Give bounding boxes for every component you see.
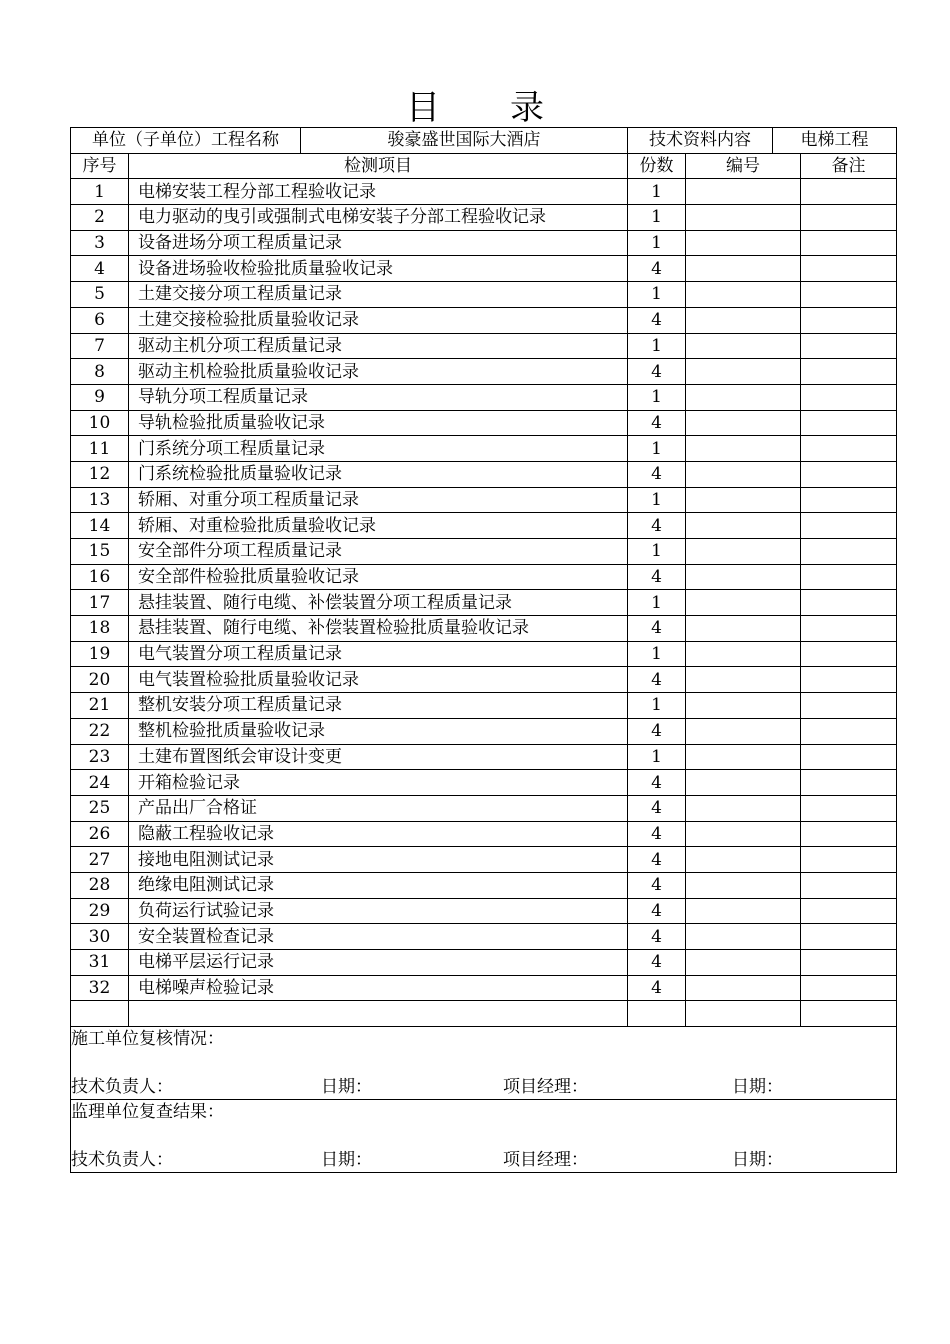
row-remark bbox=[801, 179, 897, 205]
row-code bbox=[686, 230, 801, 256]
table-row bbox=[71, 616, 897, 642]
row-code bbox=[686, 616, 801, 642]
row-remark bbox=[801, 359, 897, 385]
row-copies: 4 bbox=[628, 616, 686, 642]
row-code bbox=[686, 744, 801, 770]
row-remark bbox=[801, 950, 897, 976]
row-copies: 1 bbox=[628, 333, 686, 359]
row-no: 11 bbox=[71, 436, 129, 462]
row-copies: 1 bbox=[628, 487, 686, 513]
row-item: 导轨分项工程质量记录 bbox=[129, 384, 628, 410]
row-code bbox=[686, 256, 801, 282]
table-row bbox=[71, 410, 897, 436]
page-title bbox=[0, 80, 950, 129]
row-code bbox=[686, 359, 801, 385]
row-code bbox=[686, 667, 801, 693]
row-copies: 4 bbox=[628, 924, 686, 950]
header-copies: 份数 bbox=[628, 153, 686, 179]
row-item: 土建布置图纸会审设计变更 bbox=[129, 744, 628, 770]
row-remark bbox=[801, 410, 897, 436]
row-item: 导轨检验批质量验收记录 bbox=[129, 410, 628, 436]
row-copies: 4 bbox=[628, 795, 686, 821]
title-char-2: 录 bbox=[510, 88, 544, 128]
row-copies: 4 bbox=[628, 667, 686, 693]
row-code bbox=[686, 693, 801, 719]
row-no: 17 bbox=[71, 590, 129, 616]
table-row bbox=[71, 641, 897, 667]
row-remark bbox=[801, 307, 897, 333]
row-item: 设备进场分项工程质量记录 bbox=[129, 230, 628, 256]
row-copies: 1 bbox=[628, 205, 686, 231]
row-no: 2 bbox=[71, 205, 129, 231]
row-remark bbox=[801, 564, 897, 590]
row-code bbox=[686, 384, 801, 410]
row-copies: 1 bbox=[628, 436, 686, 462]
row-no: 18 bbox=[71, 616, 129, 642]
row-no: 4 bbox=[71, 256, 129, 282]
row-remark bbox=[801, 898, 897, 924]
content-value: 电梯工程 bbox=[773, 128, 897, 154]
row-no: 25 bbox=[71, 795, 129, 821]
table-row bbox=[71, 384, 897, 410]
row-no: 26 bbox=[71, 821, 129, 847]
row-item: 接地电阻测试记录 bbox=[129, 847, 628, 873]
row-item: 绝缘电阻测试记录 bbox=[129, 872, 628, 898]
table-row bbox=[71, 205, 897, 231]
row-code bbox=[686, 898, 801, 924]
row-copies: 4 bbox=[628, 359, 686, 385]
row-code bbox=[686, 307, 801, 333]
row-item: 驱动主机检验批质量验收记录 bbox=[129, 359, 628, 385]
table-row bbox=[71, 230, 897, 256]
construction-date-label-2: 日期： bbox=[732, 1077, 783, 1098]
table-row bbox=[71, 539, 897, 565]
row-remark bbox=[801, 667, 897, 693]
row-copies: 4 bbox=[628, 513, 686, 539]
table-row bbox=[71, 847, 897, 873]
header-code: 编号 bbox=[686, 153, 801, 179]
row-copies: 4 bbox=[628, 564, 686, 590]
table-row bbox=[71, 718, 897, 744]
row-remark bbox=[801, 590, 897, 616]
row-copies: 1 bbox=[628, 384, 686, 410]
row-no: 23 bbox=[71, 744, 129, 770]
info-row bbox=[71, 128, 897, 154]
row-item: 开箱检验记录 bbox=[129, 770, 628, 796]
row-item: 电气装置分项工程质量记录 bbox=[129, 641, 628, 667]
row-item: 隐蔽工程验收记录 bbox=[129, 821, 628, 847]
table-row bbox=[71, 256, 897, 282]
row-remark bbox=[801, 693, 897, 719]
header-item: 检测项目 bbox=[129, 153, 628, 179]
row-item: 安全装置检查记录 bbox=[129, 924, 628, 950]
row-code bbox=[686, 179, 801, 205]
table-row bbox=[71, 564, 897, 590]
table-row bbox=[71, 359, 897, 385]
row-code bbox=[686, 564, 801, 590]
row-remark bbox=[801, 872, 897, 898]
row-remark bbox=[801, 975, 897, 1001]
row-remark bbox=[801, 641, 897, 667]
row-remark bbox=[801, 282, 897, 308]
row-item: 安全部件检验批质量验收记录 bbox=[129, 564, 628, 590]
row-code bbox=[686, 718, 801, 744]
table-row bbox=[71, 667, 897, 693]
row-no: 14 bbox=[71, 513, 129, 539]
row-item: 电气装置检验批质量验收记录 bbox=[129, 667, 628, 693]
row-no: 5 bbox=[71, 282, 129, 308]
row-copies: 4 bbox=[628, 461, 686, 487]
row-remark bbox=[801, 513, 897, 539]
table-row bbox=[71, 950, 897, 976]
row-item: 产品出厂合格证 bbox=[129, 795, 628, 821]
supervision-title: 监理单位复查结果： bbox=[71, 1102, 224, 1123]
row-no: 6 bbox=[71, 307, 129, 333]
unit-label: 单位（子单位）工程名称 bbox=[71, 128, 301, 154]
row-no: 3 bbox=[71, 230, 129, 256]
row-copies: 4 bbox=[628, 950, 686, 976]
row-copies: 1 bbox=[628, 693, 686, 719]
row-code bbox=[686, 333, 801, 359]
row-no: 21 bbox=[71, 693, 129, 719]
title-char-1: 目 bbox=[406, 88, 440, 128]
row-code bbox=[686, 539, 801, 565]
row-remark bbox=[801, 616, 897, 642]
row-no: 32 bbox=[71, 975, 129, 1001]
unit-value: 骏豪盛世国际大酒店 bbox=[301, 128, 628, 154]
row-no: 28 bbox=[71, 872, 129, 898]
row-code bbox=[686, 461, 801, 487]
table-row bbox=[71, 461, 897, 487]
row-code bbox=[686, 795, 801, 821]
row-remark bbox=[801, 847, 897, 873]
row-remark bbox=[801, 795, 897, 821]
row-code bbox=[686, 821, 801, 847]
row-remark bbox=[801, 256, 897, 282]
row-copies: 4 bbox=[628, 718, 686, 744]
table-row bbox=[71, 487, 897, 513]
row-item: 负荷运行试验记录 bbox=[129, 898, 628, 924]
supervision-tech-label: 技术负责人： bbox=[71, 1150, 173, 1171]
row-remark bbox=[801, 384, 897, 410]
rows-body bbox=[71, 179, 897, 1001]
table-row bbox=[71, 590, 897, 616]
row-no: 12 bbox=[71, 461, 129, 487]
row-copies: 4 bbox=[628, 975, 686, 1001]
row-item: 电梯噪声检验记录 bbox=[129, 975, 628, 1001]
table-row bbox=[71, 924, 897, 950]
table-row bbox=[71, 744, 897, 770]
row-item: 门系统检验批质量验收记录 bbox=[129, 461, 628, 487]
row-item: 悬挂装置、随行电缆、补偿装置检验批质量验收记录 bbox=[129, 616, 628, 642]
row-item: 门系统分项工程质量记录 bbox=[129, 436, 628, 462]
table-row bbox=[71, 975, 897, 1001]
row-no: 20 bbox=[71, 667, 129, 693]
row-code bbox=[686, 487, 801, 513]
row-item: 电力驱动的曳引或强制式电梯安装子分部工程验收记录 bbox=[129, 205, 628, 231]
table-row bbox=[71, 282, 897, 308]
row-remark bbox=[801, 718, 897, 744]
table-row bbox=[71, 770, 897, 796]
row-copies: 1 bbox=[628, 282, 686, 308]
row-item: 整机检验批质量验收记录 bbox=[129, 718, 628, 744]
catalog-table bbox=[70, 127, 897, 1173]
row-no: 1 bbox=[71, 179, 129, 205]
construction-pm-label: 项目经理： bbox=[503, 1077, 588, 1098]
table-row bbox=[71, 693, 897, 719]
row-copies: 4 bbox=[628, 821, 686, 847]
row-code bbox=[686, 872, 801, 898]
header-row bbox=[71, 153, 897, 179]
row-copies: 1 bbox=[628, 744, 686, 770]
row-no: 29 bbox=[71, 898, 129, 924]
row-item: 设备进场验收检验批质量验收记录 bbox=[129, 256, 628, 282]
row-no: 19 bbox=[71, 641, 129, 667]
row-remark bbox=[801, 230, 897, 256]
header-remark: 备注 bbox=[801, 153, 897, 179]
row-remark bbox=[801, 770, 897, 796]
table-row bbox=[71, 307, 897, 333]
row-no: 31 bbox=[71, 950, 129, 976]
row-copies: 1 bbox=[628, 641, 686, 667]
row-remark bbox=[801, 461, 897, 487]
row-no: 24 bbox=[71, 770, 129, 796]
table-row bbox=[71, 179, 897, 205]
row-code bbox=[686, 513, 801, 539]
row-remark bbox=[801, 924, 897, 950]
row-no: 8 bbox=[71, 359, 129, 385]
row-code bbox=[686, 282, 801, 308]
row-code bbox=[686, 436, 801, 462]
row-item: 轿厢、对重检验批质量验收记录 bbox=[129, 513, 628, 539]
row-remark bbox=[801, 487, 897, 513]
row-item: 悬挂装置、随行电缆、补偿装置分项工程质量记录 bbox=[129, 590, 628, 616]
supervision-sign-line bbox=[71, 1148, 896, 1172]
row-copies: 4 bbox=[628, 898, 686, 924]
supervision-date-label-2: 日期： bbox=[732, 1150, 783, 1171]
row-item: 土建交接检验批质量验收记录 bbox=[129, 307, 628, 333]
row-code bbox=[686, 950, 801, 976]
row-no: 10 bbox=[71, 410, 129, 436]
row-copies: 1 bbox=[628, 230, 686, 256]
row-copies: 1 bbox=[628, 590, 686, 616]
row-code bbox=[686, 590, 801, 616]
row-code bbox=[686, 770, 801, 796]
row-no: 7 bbox=[71, 333, 129, 359]
row-no: 16 bbox=[71, 564, 129, 590]
table-row bbox=[71, 898, 897, 924]
table-row bbox=[71, 436, 897, 462]
row-copies: 4 bbox=[628, 307, 686, 333]
row-item: 安全部件分项工程质量记录 bbox=[129, 539, 628, 565]
table-row bbox=[71, 821, 897, 847]
row-no: 9 bbox=[71, 384, 129, 410]
supervision-section bbox=[71, 1100, 897, 1173]
row-remark bbox=[801, 205, 897, 231]
construction-title: 施工单位复核情况： bbox=[71, 1029, 224, 1050]
supervision-date-label: 日期： bbox=[321, 1150, 372, 1171]
row-copies: 4 bbox=[628, 847, 686, 873]
table-row bbox=[71, 872, 897, 898]
row-copies: 4 bbox=[628, 872, 686, 898]
row-remark bbox=[801, 821, 897, 847]
row-no: 22 bbox=[71, 718, 129, 744]
construction-section bbox=[71, 1027, 897, 1100]
row-item: 驱动主机分项工程质量记录 bbox=[129, 333, 628, 359]
row-item: 土建交接分项工程质量记录 bbox=[129, 282, 628, 308]
content-label: 技术资料内容 bbox=[628, 128, 773, 154]
row-code bbox=[686, 847, 801, 873]
row-item: 轿厢、对重分项工程质量记录 bbox=[129, 487, 628, 513]
row-code bbox=[686, 410, 801, 436]
row-copies: 1 bbox=[628, 179, 686, 205]
row-copies: 4 bbox=[628, 410, 686, 436]
row-code bbox=[686, 975, 801, 1001]
header-no: 序号 bbox=[71, 153, 129, 179]
row-copies: 1 bbox=[628, 539, 686, 565]
row-no: 15 bbox=[71, 539, 129, 565]
row-no: 13 bbox=[71, 487, 129, 513]
row-remark bbox=[801, 333, 897, 359]
construction-tech-label: 技术负责人： bbox=[71, 1077, 173, 1098]
row-item: 电梯平层运行记录 bbox=[129, 950, 628, 976]
row-no: 30 bbox=[71, 924, 129, 950]
supervision-pm-label: 项目经理： bbox=[503, 1150, 588, 1171]
row-code bbox=[686, 641, 801, 667]
row-item: 整机安装分项工程质量记录 bbox=[129, 693, 628, 719]
construction-sign-line bbox=[71, 1075, 896, 1099]
empty-row bbox=[71, 1001, 897, 1027]
row-no: 27 bbox=[71, 847, 129, 873]
row-code bbox=[686, 924, 801, 950]
row-remark bbox=[801, 539, 897, 565]
construction-date-label: 日期： bbox=[321, 1077, 372, 1098]
row-remark bbox=[801, 744, 897, 770]
table-row bbox=[71, 333, 897, 359]
row-item: 电梯安装工程分部工程验收记录 bbox=[129, 179, 628, 205]
row-copies: 4 bbox=[628, 770, 686, 796]
table-row bbox=[71, 513, 897, 539]
row-remark bbox=[801, 436, 897, 462]
row-code bbox=[686, 205, 801, 231]
row-copies: 4 bbox=[628, 256, 686, 282]
table-row bbox=[71, 795, 897, 821]
